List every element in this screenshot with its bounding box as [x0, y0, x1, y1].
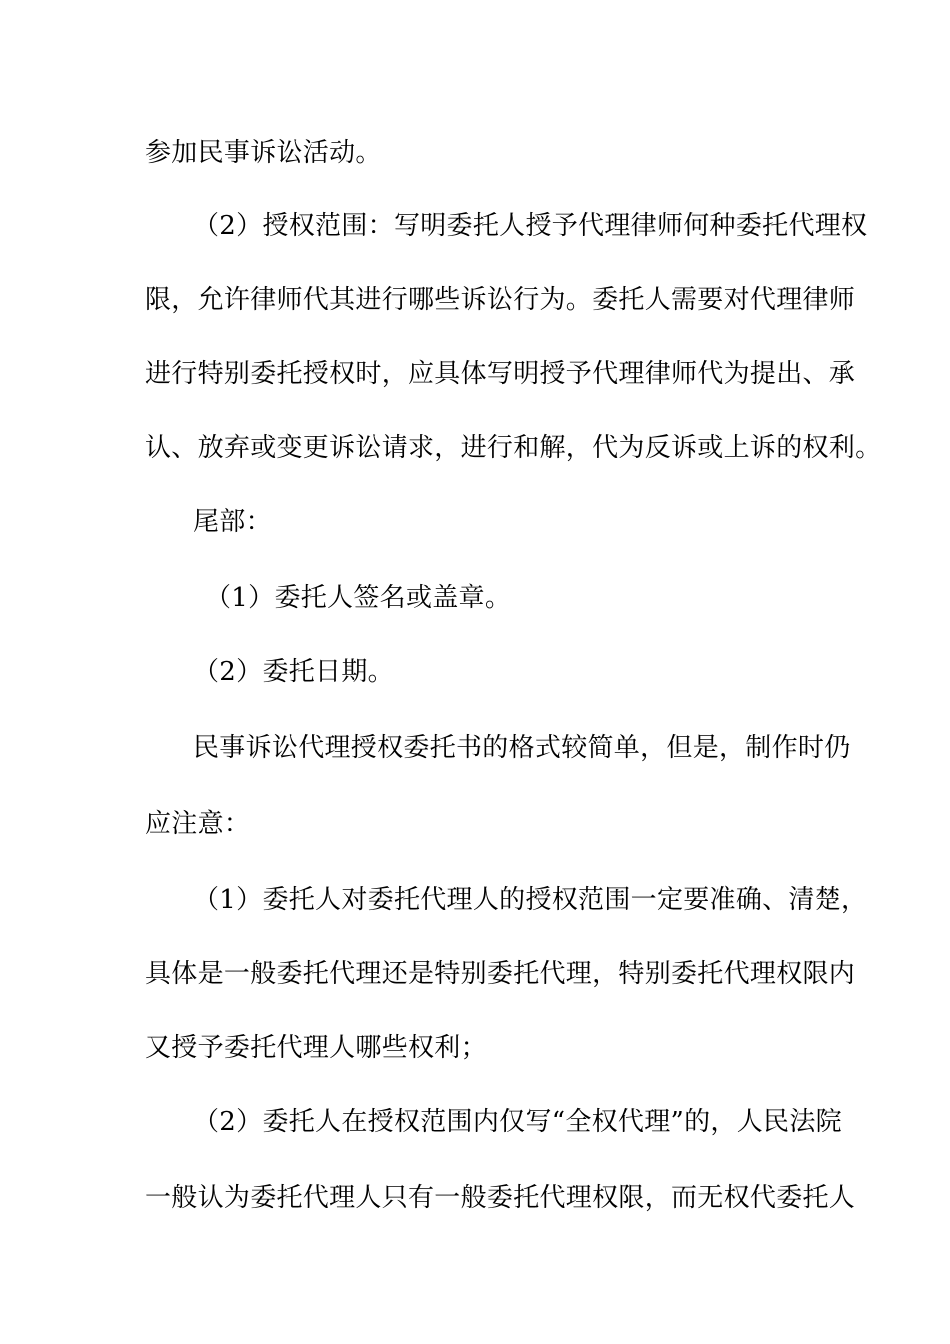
text-line: （1）委托人签名或盖章。: [205, 583, 512, 613]
text-line: （1）委托人对委托代理人的授权范围一定要准确、清楚，: [193, 885, 868, 915]
text-line: 参加民事诉讼活动。: [145, 138, 382, 168]
section-heading: 尾部：: [193, 507, 272, 537]
text-line: 又授予委托代理人哪些权利；: [145, 1033, 487, 1063]
text-line: （2）授权范围：写明委托人授予代理律师何种委托代理权: [193, 211, 868, 241]
text-line: 一般认为委托代理人只有一般委托代理权限，而无权代委托人: [145, 1183, 856, 1213]
text-line: 民事诉讼代理授权委托书的格式较简单，但是，制作时仍: [193, 733, 851, 763]
text-line: 具体是一般委托代理还是特别委托代理，特别委托代理权限内: [145, 959, 856, 989]
text-line: 应注意：: [145, 809, 251, 839]
text-line: 限，允许律师代其进行哪些诉讼行为。委托人需要对代理律师: [145, 285, 856, 315]
text-line: 进行特别委托授权时，应具体写明授予代理律师代为提出、承: [145, 359, 856, 389]
text-line: （2）委托日期。: [193, 657, 394, 687]
text-line: 认、放弃或变更诉讼请求，进行和解，代为反诉或上诉的权利。: [145, 433, 882, 463]
text-line: （2）委托人在授权范围内仅写“全权代理”的，人民法院: [193, 1107, 842, 1137]
